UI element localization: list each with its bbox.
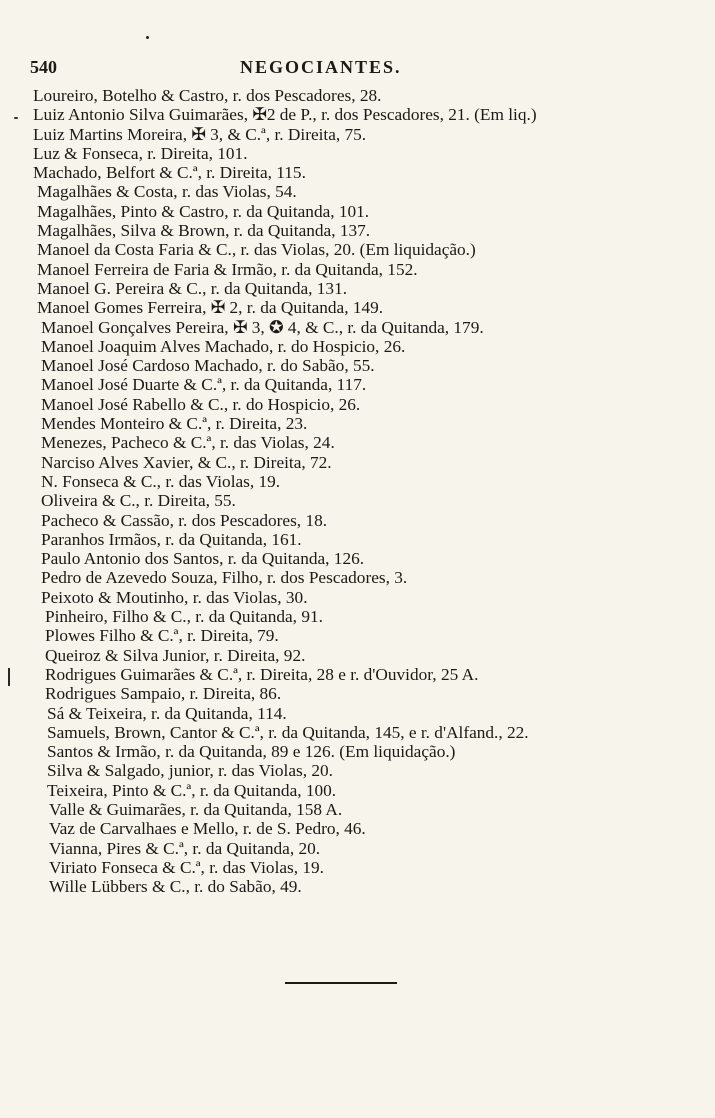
merchant-entry: Manoel José Cardoso Machado, r. do Sabão, 55. — [41, 356, 375, 376]
merchant-entry: Rodrigues Guimarães & C.ª, r. Direita, 28 e r. d'Ouvidor, 25 A. — [45, 664, 479, 684]
merchant-list — [33, 86, 703, 896]
merchant-entry: Oliveira & C., r. Direita, 55. — [41, 491, 236, 511]
margin-mark — [8, 668, 10, 686]
merchant-entry: Manoel José Rabello & C., r. do Hospicio, 26. — [41, 394, 361, 414]
merchant-entry: Vaz de Carvalhaes e Mello, r. de S. Pedro, 46. — [49, 819, 366, 839]
print-speck — [14, 117, 18, 119]
merchant-entry: Manoel G. Pereira & C., r. da Quitanda, 131. — [37, 278, 348, 298]
merchant-entry: Paulo Antonio dos Santos, r. da Quitanda, 126. — [41, 549, 365, 569]
merchant-entry: Manoel Gonçalves Pereira, ✠ 3, ✪ 4, & C., r. da Quitanda, 179. — [41, 317, 484, 337]
merchant-entry: Viriato Fonseca & C.ª, r. das Violas, 19. — [49, 857, 325, 877]
merchant-entry: Samuels, Brown, Cantor & C.ª, r. da Quitanda, 145, e r. d'Alfand., 22. — [47, 722, 529, 742]
merchant-entry: Manoel da Costa Faria & C., r. das Violas, 20. (Em liquidação.) — [37, 240, 476, 260]
merchant-entry: Manoel José Duarte & C.ª, r. da Quitanda, 117. — [41, 375, 367, 395]
merchant-entry: Magalhães, Pinto & Castro, r. da Quitanda, 101. — [37, 201, 370, 221]
merchant-entry: Manoel Gomes Ferreira, ✠ 2, r. da Quitanda, 149. — [37, 298, 384, 318]
merchant-entry: Narciso Alves Xavier, & C., r. Direita, 72. — [41, 452, 332, 472]
closing-rule — [285, 982, 397, 984]
page-header — [30, 57, 422, 79]
merchant-entry: Luiz Antonio Silva Guimarães, ✠2 de P., r. dos Pescadores, 21. (Em liq.) — [33, 105, 537, 125]
merchant-entry: Valle & Guimarães, r. da Quitanda, 158 A. — [49, 799, 343, 819]
merchant-entry: Machado, Belfort & C.ª, r. Direita, 115. — [33, 163, 306, 183]
merchant-entry: Plowes Filho & C.ª, r. Direita, 79. — [45, 626, 279, 646]
merchant-entry: Pinheiro, Filho & C., r. da Quitanda, 91. — [45, 607, 323, 627]
merchant-entry: Queiroz & Silva Junior, r. Direita, 92. — [45, 645, 306, 665]
merchant-entry: Wille Lübbers & C., r. do Sabão, 49. — [49, 877, 302, 897]
page-number: 540 — [30, 57, 57, 77]
merchant-entry: Magalhães & Costa, r. das Violas, 54. — [37, 182, 297, 202]
merchant-entry: Paranhos Irmãos, r. da Quitanda, 161. — [41, 529, 302, 549]
merchant-entry: Pedro de Azevedo Souza, Filho, r. dos Pescadores, 3. — [41, 568, 408, 588]
merchant-entry: Pacheco & Cassão, r. dos Pescadores, 18. — [41, 510, 328, 530]
merchant-entry: Luiz Martins Moreira, ✠ 3, & C.ª, r. Direita, 75. — [33, 124, 367, 144]
merchant-entry: Manoel Ferreira de Faria & Irmão, r. da Quitanda, 152. — [37, 259, 418, 279]
merchant-entry: Mendes Monteiro & C.ª, r. Direita, 23. — [41, 414, 308, 434]
merchant-entry: Sá & Teixeira, r. da Quitanda, 114. — [47, 703, 287, 723]
merchant-entry: Rodrigues Sampaio, r. Direita, 86. — [45, 684, 282, 704]
merchant-entry: Manoel Joaquim Alves Machado, r. do Hospicio, 26. — [41, 336, 406, 356]
merchant-entry: Peixoto & Moutinho, r. das Violas, 30. — [41, 587, 308, 607]
merchant-entry: Santos & Irmão, r. da Quitanda, 89 e 126. (Em liquidação.) — [47, 742, 456, 762]
print-speck — [146, 36, 149, 39]
running-title: NEGOCIANTES. — [240, 57, 402, 77]
merchant-entry: Luz & Fonseca, r. Direita, 101. — [33, 143, 248, 163]
merchant-entry: Magalhães, Silva & Brown, r. da Quitanda, 137. — [37, 221, 371, 241]
merchant-entry: Silva & Salgado, junior, r. das Violas, 20. — [47, 761, 333, 781]
merchant-entry: Vianna, Pires & C.ª, r. da Quitanda, 20. — [49, 838, 321, 858]
merchant-entry: N. Fonseca & C., r. das Violas, 19. — [41, 471, 281, 491]
merchant-entry: Menezes, Pacheco & C.ª, r. das Violas, 24. — [41, 433, 335, 453]
merchant-entry: Loureiro, Botelho & Castro, r. dos Pescadores, 28. — [33, 86, 382, 105]
merchant-entry: Teixeira, Pinto & C.ª, r. da Quitanda, 100. — [47, 780, 337, 800]
